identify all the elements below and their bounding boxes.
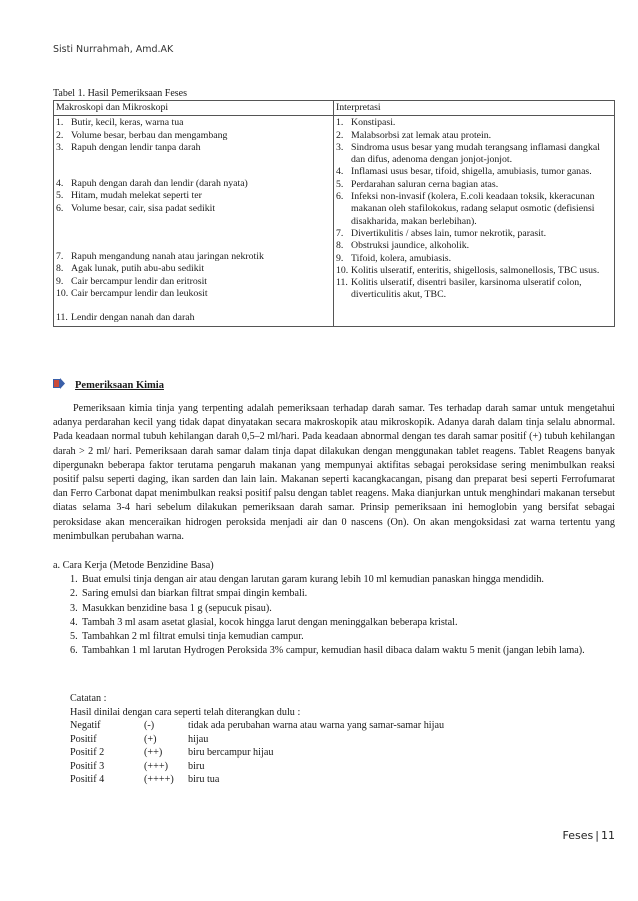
list-item: 9. Tifoid, kolera, amubiasis. <box>336 252 452 264</box>
list-item: 3. Rapuh dengan lendir tanpa darah <box>56 141 201 153</box>
method-step: 6. Tambahkan 1 ml larutan Hydrogen Peroksida 3% campur, kemudian hasil dibaca dalam waktu 5 menit (jangan lebih lama). <box>70 645 585 657</box>
list-item: 2. Malabsorbsi zat lemak atau protein. <box>336 129 492 141</box>
notes-title: Catatan : <box>70 693 107 704</box>
list-item: 11. Kolitis ulseratif, disentri basiler, karsinoma ulseratif colon, diverticulitis akut, TBC. <box>336 277 582 301</box>
section-heading: Pemeriksaan Kimia <box>53 378 164 391</box>
author-header: Sisti Nurrahmah, Amd.AK <box>53 44 174 55</box>
list-item: 7. Divertikulitis / abses lain, tumor nekrotik, parasit. <box>336 227 547 239</box>
method-step: 5. Tambahkan 2 ml filtrat emulsi tinja kemudian campur. <box>70 631 304 643</box>
bullet-arrow-icon <box>53 378 65 389</box>
list-item: 5. Perdarahan saluran cerna bagian atas. <box>336 178 499 190</box>
list-item: 6. Infeksi non-invasif (kolera, E.coli keadaan toksik, kkeracunan makanan oleh stafilokokus, radang selaput osmotic (defisiensi disakharida, makan berlebihan). <box>336 191 595 227</box>
list-item: 7. Rapuh mengandung nanah atau jaringan nekrotik <box>56 251 264 263</box>
grade-row: Positif 2 (++) biru bercampur hijau <box>70 747 274 758</box>
list-item: 8. Agak lunak, putih abu-abu sedikit <box>56 263 205 275</box>
list-item: 5. Hitam, mudah melekat seperti ter <box>56 190 202 202</box>
method-step: 4. Tambah 3 ml asam asetat glasial, kocok hingga larut dengan meninggalkan beberapa kristal. <box>70 616 458 628</box>
list-item: 8. Obstruksi jaundice, alkoholik. <box>336 240 470 252</box>
results-table <box>53 100 615 327</box>
page-footer: Feses | 11 <box>562 829 615 842</box>
list-item: 1. Konstipasi. <box>336 117 396 129</box>
notes-intro: Hasil dinilai dengan cara seperti telah diterangkan dulu : <box>70 706 301 718</box>
interpretation-cell <box>334 116 615 326</box>
method-step: 1. Buat emulsi tinja dengan air atau dengan larutan garam kurang lebih 10 ml kemudian panaskan hingga mendidih. <box>70 574 544 586</box>
list-item: 4. Inflamasi usus besar, tifoid, shigella, amubiasis, tumor ganas. <box>336 166 592 178</box>
table-header-row <box>54 101 615 116</box>
page-number: 11 <box>601 829 615 842</box>
list-item: 10. Kolitis ulseratif, enteritis, shigellosis, salmonellosis, TBC usus. <box>336 264 600 276</box>
list-item: 9. Cair bercampur lendir dan eritrosit <box>56 275 208 287</box>
col-header-interpretation: Interpretasi <box>334 101 615 116</box>
footer-section: Feses <box>562 829 594 842</box>
method-step: 2. Saring emulsi dan biarkan filtrat smpai dingin kembali. <box>70 588 308 600</box>
method-step: 3. Masukkan benzidine basa 1 g (sepucuk pisau). <box>70 602 272 614</box>
list-item: 10. Cair bercampur lendir dan leukosit <box>56 287 208 299</box>
list-item: 2. Volume besar, berbau dan mengambang <box>56 129 228 141</box>
macro-cell <box>54 116 334 326</box>
list-item: 1. Butir, kecil, keras, warna tua <box>56 117 184 129</box>
table-title: Tabel 1. Hasil Pemeriksaan Feses <box>53 88 187 99</box>
list-item: 6. Volume besar, cair, sisa padat sedikit <box>56 202 216 214</box>
table-row <box>54 116 615 326</box>
grade-row: Positif (+) hijau <box>70 733 209 745</box>
list-item: 3. Sindroma usus besar yang mudah terangsang inflamasi dangkal dan difus, adenoma dengan jonjot-jonjot. <box>336 141 600 166</box>
grade-row: Positif 4 (++++) biru tua <box>70 774 220 785</box>
method-title: a. Cara Kerja (Metode Benzidine Basa) <box>53 560 214 571</box>
list-item: 11. Lendir dengan nanah dan darah <box>56 312 195 324</box>
grade-row: Negatif (-) tidak ada perubahan warna atau warna yang samar-samar hijau <box>70 720 445 731</box>
grade-row: Positif 3 (+++) biru <box>70 760 205 772</box>
col-header-macro: Makroskopi dan Mikroskopi <box>54 101 334 116</box>
method-section <box>53 559 615 658</box>
body-paragraph: Pemeriksaan kimia tinja yang terpenting adalah pemeriksaan terhadap darah samar. Tes terhadap darah samar untuk mengetahui adanya perdarahan kecil yang tidak dapat dinyatakan secara makroskopik atau mikroskopik. Adanya darah dalam tinja selalu abnormal. Pada keadaan normal tubuh kehilangan darah 0,5–2 ml/hari. Pada keadaan abnormal dengan tes darah samar positif (+) tubuh kehilangan darah > 2 ml/ hari. Pemeriksaan darah samar dalam tinja dapat dilakukan dengan menggunakan tablet reagens. Tablet Reagens banyak dipergunakn beberapa faktor terutama pengaruh makanan yang mempunyai aktifitas sebagai peroksidase sering menimbulkan reaksi positif palsu seperti daging, ikan sarden dan lain lain. Makanan seperti kacangkacangan, pisang dan preparat besi seperti Ferrofumarat dan Ferro Carbonat dapat menimbulkan reaksi positif palsu dengan tablet reagens. Maka dianjurkan untuk menghindari makanan tersebut diatas selama 3-4 hari sebelum dilakukan pemeriksaan darah samar. Prinsip pemeriksaan ini hemoglobin yang bersifat sebagai peroksidase akan menceraikan hidrogen peroksida menjadi air dan 0 nascens (On). On akan mengoksidasi zat warna tertentu yang menimbulkan perubahan warna. <box>53 403 615 542</box>
list-item: 4. Rapuh dengan darah dan lendir (darah nyata) <box>56 178 248 190</box>
notes-section <box>70 692 444 787</box>
